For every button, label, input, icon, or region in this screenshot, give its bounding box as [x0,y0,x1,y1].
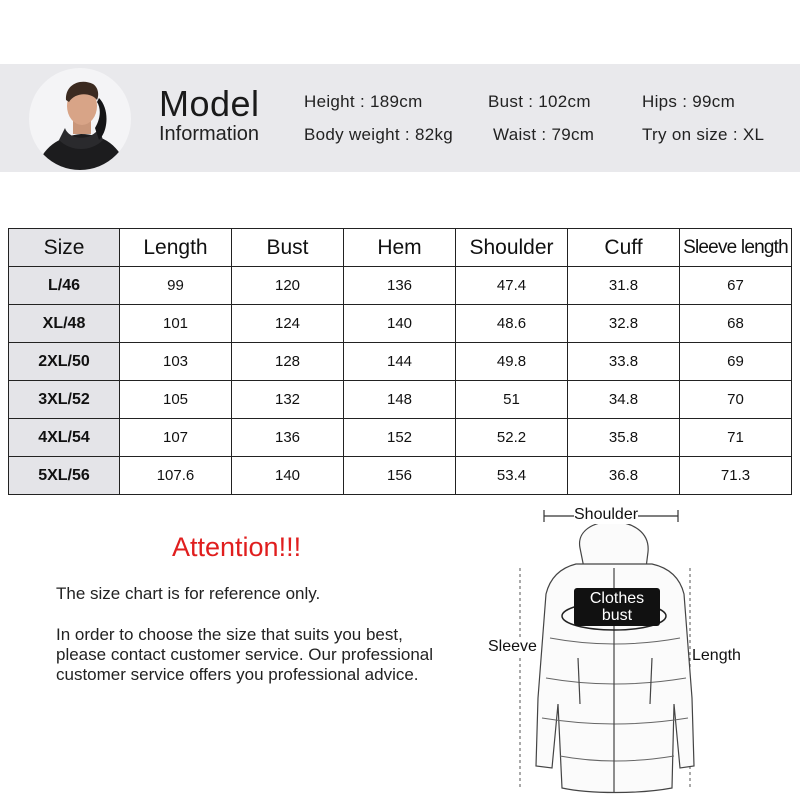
cell-size: XL/48 [9,305,120,343]
reference-note: The size chart is for reference only. [56,584,321,603]
cell-size: 2XL/50 [9,343,120,381]
model-subtitle: Information [159,123,260,145]
table-header-row [9,229,792,267]
header-bust: Bust [232,229,344,267]
model-waist: Waist : 79cm [493,125,595,144]
table-row [9,381,792,419]
cell-length: 101 [120,305,232,343]
cell-bust: 136 [232,419,344,457]
model-bust: Bust : 102cm [488,92,591,111]
cell-cuff: 31.8 [568,267,680,305]
header-size: Size [9,229,120,267]
cell-bust: 140 [232,457,344,495]
measurement-diagram [480,498,800,800]
cell-length: 107 [120,419,232,457]
bust-label: bust [601,607,633,624]
cell-shoulder: 52.2 [456,419,568,457]
model-height: Height : 189cm [304,92,423,111]
cell-shoulder: 48.6 [456,305,568,343]
cell-size: 5XL/56 [9,457,120,495]
service-note-line-2: please contact customer service. Our professional [56,645,434,664]
cell-length: 105 [120,381,232,419]
cell-shoulder: 53.4 [456,457,568,495]
cell-sleeve-length: 69 [680,343,792,381]
cell-shoulder: 51 [456,381,568,419]
cell-length: 107.6 [120,457,232,495]
cell-sleeve-length: 70 [680,381,792,419]
header-cuff: Cuff [568,229,680,267]
cell-hem: 152 [344,419,456,457]
sleeve-label: Sleeve [488,638,537,655]
header-hem: Hem [344,229,456,267]
cell-sleeve-length: 71 [680,419,792,457]
header-length: Length [120,229,232,267]
service-note-line-3: customer service offers you professional advice. [56,665,419,684]
cell-size: 3XL/52 [9,381,120,419]
table-row [9,267,792,305]
cell-hem: 136 [344,267,456,305]
model-hips: Hips : 99cm [642,92,736,111]
cell-cuff: 33.8 [568,343,680,381]
cell-hem: 148 [344,381,456,419]
attention-heading: Attention!!! [172,532,302,562]
cell-sleeve-length: 68 [680,305,792,343]
table-row [9,419,792,457]
model-portrait-icon [29,68,131,170]
cell-length: 99 [120,267,232,305]
service-note-line-1: In order to choose the size that suits you best, [56,625,403,644]
header-sleeve-length: Sleeve length [680,229,792,267]
cell-shoulder: 47.4 [456,267,568,305]
header-shoulder: Shoulder [456,229,568,267]
cell-sleeve-length: 67 [680,267,792,305]
cell-bust: 124 [232,305,344,343]
cell-hem: 140 [344,305,456,343]
model-heading [159,83,260,145]
cell-hem: 156 [344,457,456,495]
cell-cuff: 36.8 [568,457,680,495]
cell-cuff: 32.8 [568,305,680,343]
cell-size: 4XL/54 [9,419,120,457]
model-try-on-size: Try on size : XL [642,125,765,144]
shoulder-label: Shoulder [574,506,639,523]
cell-size: L/46 [9,267,120,305]
clothes-label: Clothes [589,590,645,607]
cell-cuff: 34.8 [568,381,680,419]
table-row [9,305,792,343]
cell-bust: 128 [232,343,344,381]
table-row [9,457,792,495]
size-chart-table [8,228,792,495]
table-row [9,343,792,381]
cell-sleeve-length: 71.3 [680,457,792,495]
model-info-banner [0,64,800,172]
cell-length: 103 [120,343,232,381]
model-title: Model [159,83,260,124]
cell-hem: 144 [344,343,456,381]
model-avatar [29,68,131,170]
cell-bust: 120 [232,267,344,305]
cell-bust: 132 [232,381,344,419]
length-label: Length [692,647,741,664]
size-table-body [9,267,792,495]
cell-shoulder: 49.8 [456,343,568,381]
clothes-bust-label [574,588,660,626]
cell-cuff: 35.8 [568,419,680,457]
model-body-weight: Body weight : 82kg [304,125,454,144]
